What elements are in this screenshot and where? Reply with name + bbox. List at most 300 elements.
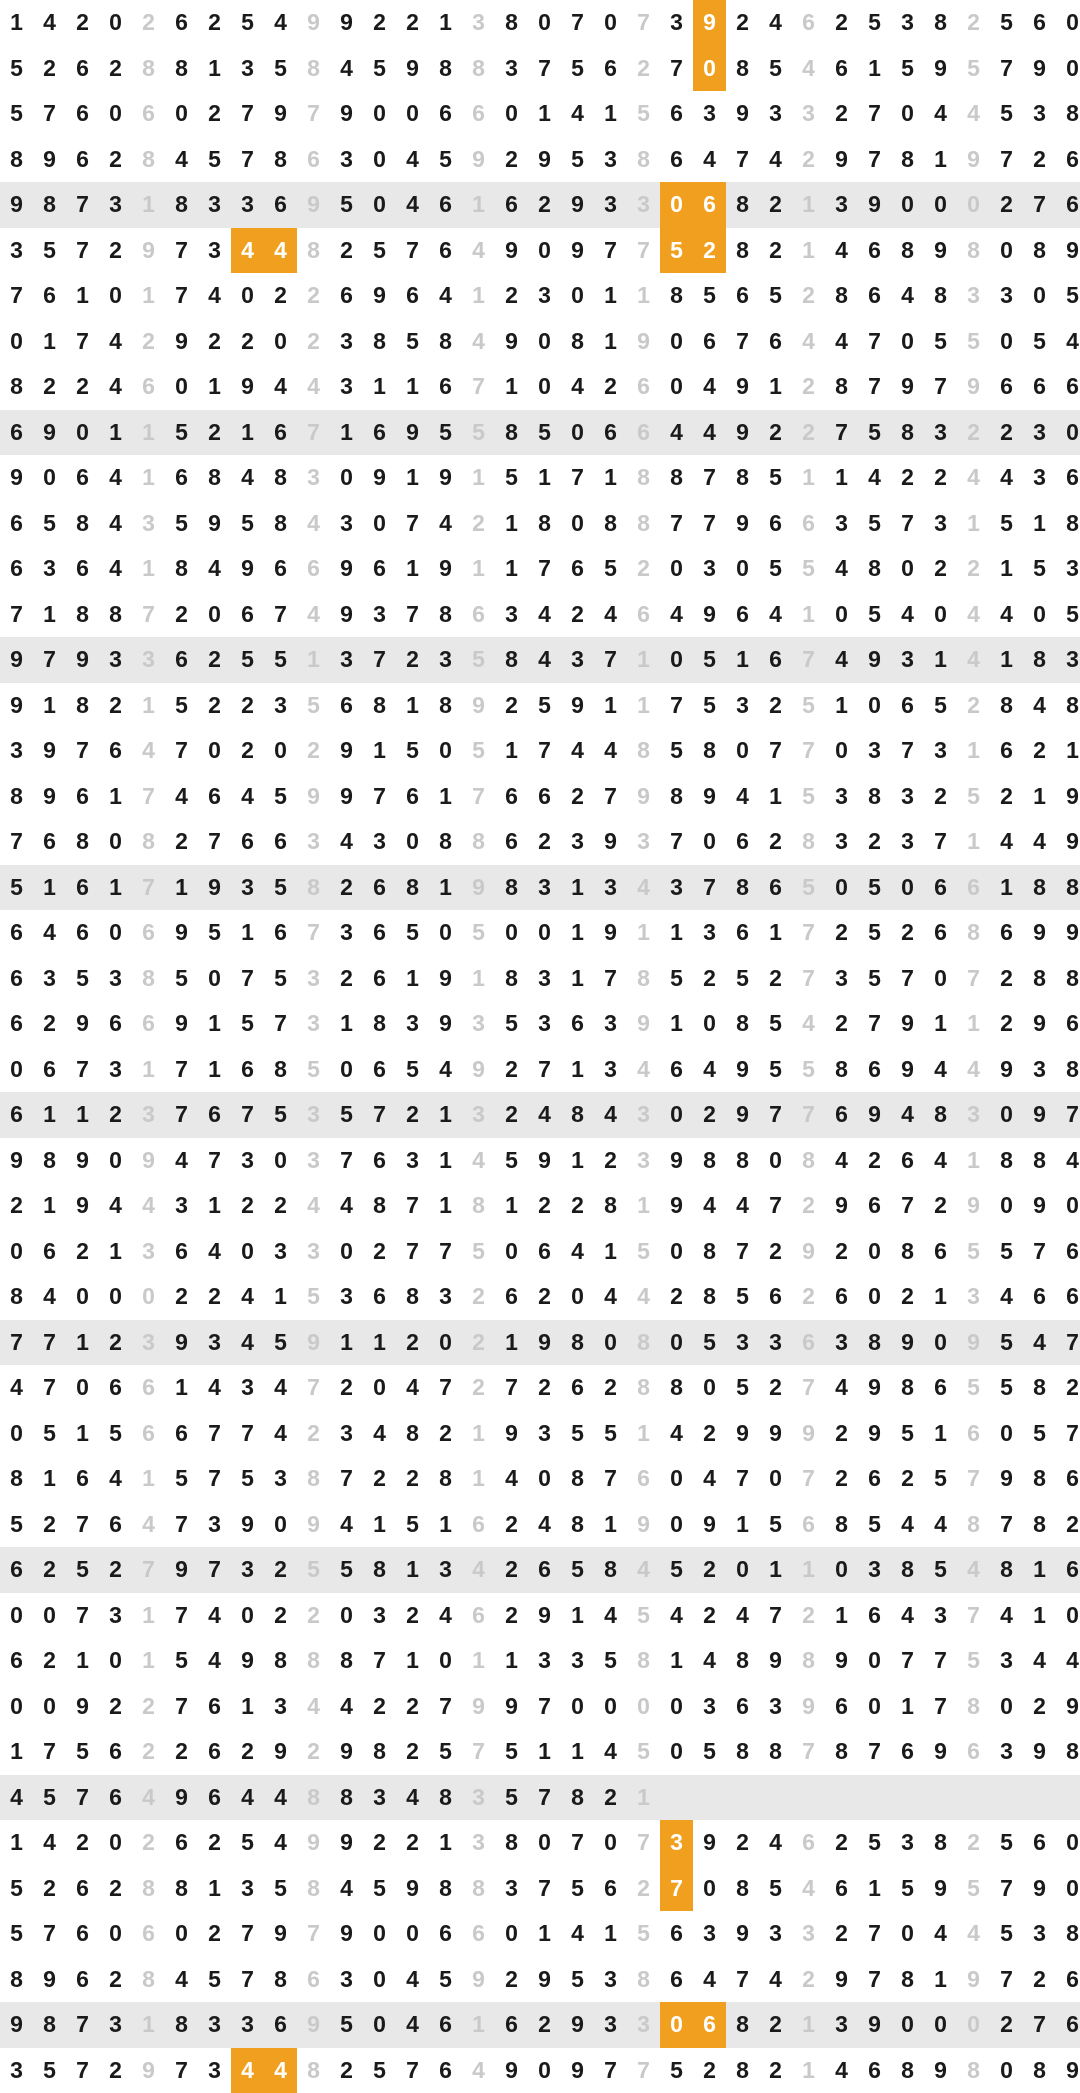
grid-cell: 1 [858,46,891,92]
grid-cell: 6 [66,910,99,956]
grid-cell: 1 [792,2002,825,2048]
grid-cell: 4 [462,1547,495,1593]
grid-cell: 4 [924,1138,957,1184]
grid-cell: 5 [792,683,825,729]
grid-cell: 7 [0,1320,33,1366]
grid-cell: 5 [660,956,693,1002]
grid-cell: 4 [693,1957,726,2003]
grid-cell: 1 [561,1729,594,1775]
grid-cell: 5 [0,1866,33,1912]
grid-cell: 3 [231,182,264,228]
grid-cell: 9 [693,1502,726,1548]
grid-cell: 3 [891,637,924,683]
grid-cell: 9 [858,2002,891,2048]
grid-cell: 6 [132,1365,165,1411]
grid-cell: 0 [231,273,264,319]
grid-cell: 1 [924,1274,957,1320]
grid-cell: 4 [429,501,462,547]
grid-cell: 1 [33,592,66,638]
grid-cell: 1 [363,728,396,774]
grid-cell: 6 [1056,182,1080,228]
grid-cell: 7 [924,364,957,410]
grid-cell: 4 [891,273,924,319]
grid-cell: 8 [1056,91,1080,137]
grid-cell: 3 [495,592,528,638]
grid-cell: 9 [891,1001,924,1047]
grid-cell: 3 [825,2002,858,2048]
grid-cell: 2 [198,637,231,683]
grid-cell: 6 [792,1820,825,1866]
grid-cell: 0 [660,637,693,683]
grid-cell: 0 [165,91,198,137]
grid-cell: 6 [165,1229,198,1275]
grid-cell: 2 [495,1593,528,1639]
grid-cell: 5 [660,1547,693,1593]
grid-cell: 6 [264,410,297,456]
grid-cell: 9 [264,91,297,137]
grid-cell: 5 [462,1229,495,1275]
grid-cell: 0 [528,319,561,365]
grid-cell: 7 [429,1229,462,1275]
grid-cell: 4 [759,1957,792,2003]
grid-cell: 2 [396,1820,429,1866]
grid-cell: 0 [396,91,429,137]
grid-cell: 9 [924,2048,957,2093]
grid-cell: 5 [990,1820,1023,1866]
grid-cell: 6 [825,46,858,92]
grid-cell: 9 [396,1866,429,1912]
grid-cell: 6 [165,1411,198,1457]
grid-cell: 3 [561,1638,594,1684]
grid-cell: 0 [561,1274,594,1320]
grid-cell: 3 [0,728,33,774]
grid-cell: 8 [891,1229,924,1275]
grid-cell: 8 [429,592,462,638]
grid-cell: 9 [165,1547,198,1593]
grid-cell: 8 [1023,865,1056,911]
grid-cell: 5 [396,1502,429,1548]
grid-cell: 6 [660,91,693,137]
grid-cell: 4 [561,1229,594,1275]
grid-cell: 2 [693,956,726,1002]
grid-cell: 8 [33,182,66,228]
grid-cell: 7 [759,1183,792,1229]
grid-cell: 8 [132,137,165,183]
grid-cell: 6 [1056,1547,1080,1593]
grid-cell: 9 [1023,1866,1056,1912]
grid-cell: 9 [1056,2048,1080,2093]
grid-cell: 8 [495,1820,528,1866]
grid-cell: 5 [330,1547,363,1593]
grid-cell: 6 [429,1911,462,1957]
grid-cell: 4 [33,0,66,46]
grid-cell: 8 [627,1638,660,1684]
grid-cell: 9 [0,182,33,228]
grid-cell: 8 [264,501,297,547]
grid-cell: 1 [627,1775,660,1821]
grid-cell: 0 [660,1684,693,1730]
grid-cell: 5 [561,1411,594,1457]
grid-cell: 5 [231,501,264,547]
grid-cell: 7 [594,774,627,820]
grid-cell: 6 [363,1274,396,1320]
grid-cell: 8 [429,819,462,865]
grid-cell: 8 [891,1365,924,1411]
grid-cell: 8 [660,455,693,501]
grid-cell: 2 [990,1001,1023,1047]
grid-cell: 0 [495,1229,528,1275]
grid-cell: 6 [330,683,363,729]
grid-cell: 3 [957,1092,990,1138]
grid-cell: 5 [0,1911,33,1957]
grid-cell: 4 [924,91,957,137]
grid-cell: 7 [1056,1320,1080,1366]
grid-row [0,1274,1080,1320]
grid-cell: 2 [792,410,825,456]
grid-cell: 2 [495,273,528,319]
grid-cell: 9 [825,137,858,183]
grid-cell: 2 [495,683,528,729]
grid-cell: 2 [462,501,495,547]
grid-cell: 9 [198,501,231,547]
grid-cell: 0 [99,1911,132,1957]
grid-cell: 2 [627,546,660,592]
grid-cell: 8 [462,1183,495,1229]
grid-cell: 6 [561,546,594,592]
grid-cell: 2 [396,1092,429,1138]
grid-cell: 8 [693,1274,726,1320]
grid-row [0,1365,1080,1411]
grid-cell: 0 [99,1138,132,1184]
grid-cell: 4 [231,774,264,820]
grid-cell: 8 [858,546,891,592]
grid-cell: 7 [165,728,198,774]
grid-cell: 0 [1056,1866,1080,1912]
grid-cell: 4 [1056,319,1080,365]
grid-cell: 3 [132,637,165,683]
grid-row [0,1411,1080,1457]
grid-cell: 5 [759,273,792,319]
grid-cell: 5 [495,455,528,501]
grid-cell: 0 [330,1047,363,1093]
grid-cell: 8 [957,1502,990,1548]
grid-cell: 1 [132,1047,165,1093]
grid-cell: 8 [264,1957,297,2003]
grid-cell: 2 [66,1229,99,1275]
grid-cell: 3 [825,182,858,228]
grid-cell: 2 [528,1365,561,1411]
grid-cell: 0 [363,91,396,137]
grid-cell: 0 [990,1684,1023,1730]
grid-cell: 9 [198,865,231,911]
grid-cell: 8 [297,865,330,911]
grid-cell: 2 [198,0,231,46]
grid-cell: 6 [132,1001,165,1047]
grid-cell: 4 [924,1911,957,1957]
grid-cell: 0 [429,1320,462,1366]
grid-cell: 9 [1023,46,1056,92]
grid-cell: 5 [462,410,495,456]
grid-cell: 6 [693,182,726,228]
grid-cell: 5 [957,1365,990,1411]
grid-cell: 2 [297,273,330,319]
grid-cell: 7 [165,1502,198,1548]
grid-cell: 6 [297,1957,330,2003]
grid-cell: 9 [528,1320,561,1366]
grid-cell: 5 [627,91,660,137]
grid-cell: 6 [1056,455,1080,501]
grid-cell: 6 [66,1957,99,2003]
grid-cell: 7 [66,2002,99,2048]
grid-cell: 1 [429,774,462,820]
grid-cell: 7 [165,1092,198,1138]
grid-cell: 9 [297,774,330,820]
grid-cell: 0 [99,1638,132,1684]
grid-cell: 1 [462,1638,495,1684]
grid-cell: 7 [363,637,396,683]
grid-cell: 1 [561,865,594,911]
grid-cell: 4 [429,273,462,319]
grid-cell: 5 [726,956,759,1002]
grid-cell: 7 [660,683,693,729]
grid-cell: 6 [495,182,528,228]
grid-cell: 1 [627,273,660,319]
grid-cell: 9 [132,228,165,274]
grid-cell: 5 [462,910,495,956]
grid-cell: 4 [429,1593,462,1639]
grid-cell: 0 [891,1911,924,1957]
grid-cell: 6 [1023,0,1056,46]
grid-cell: 2 [495,1092,528,1138]
grid-cell: 6 [660,1957,693,2003]
grid-cell: 0 [891,546,924,592]
grid-cell: 0 [99,273,132,319]
grid-cell: 1 [594,455,627,501]
grid-cell: 0 [528,364,561,410]
grid-cell: 9 [0,683,33,729]
grid-cell: 9 [66,1183,99,1229]
grid-cell: 1 [165,1365,198,1411]
grid-cell: 8 [891,1547,924,1593]
grid-cell: 6 [495,1274,528,1320]
grid-cell: 9 [231,1638,264,1684]
grid-cell: 7 [132,1547,165,1593]
grid-cell: 6 [726,819,759,865]
grid-cell: 6 [0,546,33,592]
grid-cell: 3 [396,1138,429,1184]
grid-cell: 0 [330,1593,363,1639]
grid-cell: 2 [759,410,792,456]
grid-cell: 9 [330,1911,363,1957]
grid-cell: 3 [594,182,627,228]
grid-cell: 1 [0,0,33,46]
grid-cell: 1 [396,1547,429,1593]
grid-cell: 9 [792,1684,825,1730]
grid-cell: 8 [297,2048,330,2093]
grid-cell: 6 [198,1775,231,1821]
grid-cell: 3 [330,501,363,547]
grid-cell: 9 [330,1820,363,1866]
grid-cell: 3 [264,683,297,729]
grid-cell: 9 [297,2002,330,2048]
grid-row [0,1775,1080,1821]
grid-cell: 8 [132,819,165,865]
grid-cell: 0 [264,319,297,365]
grid-cell: 2 [891,1456,924,1502]
grid-cell: 5 [165,501,198,547]
grid-cell: 6 [66,546,99,592]
grid-cell: 4 [792,319,825,365]
grid-cell: 3 [825,1320,858,1366]
grid-cell: 2 [759,1229,792,1275]
grid-cell: 5 [891,46,924,92]
grid-cell: 1 [330,1320,363,1366]
grid-cell: 2 [99,46,132,92]
grid-cell: 5 [363,46,396,92]
grid-cell: 0 [891,2002,924,2048]
grid-cell: 5 [627,1593,660,1639]
grid-cell [1023,1775,1056,1821]
grid-cell: 5 [165,956,198,1002]
grid-cell: 8 [759,1729,792,1775]
grid-cell: 5 [198,1957,231,2003]
grid-cell: 5 [858,410,891,456]
grid-cell: 9 [693,592,726,638]
grid-cell: 8 [858,774,891,820]
grid-cell: 7 [231,1411,264,1457]
grid-cell: 8 [561,1092,594,1138]
grid-cell: 4 [792,46,825,92]
grid-cell: 0 [363,1911,396,1957]
grid-cell [1056,1775,1080,1821]
grid-cell: 1 [363,364,396,410]
grid-cell: 5 [990,1365,1023,1411]
grid-cell: 0 [990,1183,1023,1229]
grid-cell: 2 [924,1183,957,1229]
grid-cell: 3 [924,728,957,774]
grid-cell: 4 [759,137,792,183]
grid-cell: 4 [891,1593,924,1639]
grid-cell: 5 [429,410,462,456]
grid-cell: 2 [924,774,957,820]
grid-cell: 8 [561,1320,594,1366]
grid-cell: 3 [462,1001,495,1047]
grid-cell: 9 [396,410,429,456]
grid-cell: 6 [264,2002,297,2048]
grid-cell: 7 [429,1684,462,1730]
grid-cell: 6 [66,1456,99,1502]
grid-cell: 8 [396,1274,429,1320]
grid-cell: 5 [924,1547,957,1593]
grid-cell: 2 [330,1365,363,1411]
grid-cell: 8 [132,1866,165,1912]
grid-cell: 7 [858,91,891,137]
grid-cell: 2 [495,1957,528,2003]
grid-cell: 5 [495,1729,528,1775]
grid-cell: 7 [66,1775,99,1821]
grid-cell: 4 [561,728,594,774]
grid-cell: 8 [561,1775,594,1821]
grid-cell: 5 [957,1229,990,1275]
grid-cell: 6 [627,592,660,638]
grid-cell: 1 [792,228,825,274]
grid-cell: 2 [396,1320,429,1366]
grid-cell: 2 [330,865,363,911]
grid-cell: 8 [660,273,693,319]
grid-cell: 8 [825,1502,858,1548]
grid-cell: 9 [957,1320,990,1366]
grid-cell: 3 [33,956,66,1002]
grid-cell: 4 [99,1183,132,1229]
grid-cell: 7 [462,364,495,410]
grid-cell: 0 [990,2048,1023,2093]
grid-cell: 0 [33,1684,66,1730]
grid-cell: 3 [297,455,330,501]
grid-cell: 9 [165,1775,198,1821]
grid-cell: 1 [462,455,495,501]
grid-cell: 2 [66,1820,99,1866]
grid-cell: 9 [561,683,594,729]
grid-cell: 3 [957,1274,990,1320]
grid-cell: 9 [429,956,462,1002]
grid-cell: 8 [726,1638,759,1684]
grid-cell: 4 [462,228,495,274]
grid-cell: 1 [429,1092,462,1138]
grid-cell: 2 [297,1411,330,1457]
grid-cell: 5 [165,410,198,456]
grid-cell: 4 [264,364,297,410]
grid-cell: 2 [1056,1365,1080,1411]
grid-cell: 0 [1023,273,1056,319]
grid-cell: 2 [264,273,297,319]
grid-cell: 1 [726,637,759,683]
grid-cell: 4 [462,2048,495,2093]
grid-cell: 2 [693,228,726,274]
grid-cell: 2 [561,592,594,638]
grid-cell: 9 [990,1047,1023,1093]
grid-cell: 2 [726,1820,759,1866]
grid-cell: 9 [858,1092,891,1138]
grid-row [0,1729,1080,1775]
grid-cell: 8 [66,501,99,547]
grid-row [0,455,1080,501]
grid-cell: 9 [330,546,363,592]
grid-cell: 9 [924,1729,957,1775]
grid-cell: 3 [891,0,924,46]
grid-cell: 9 [792,1411,825,1457]
grid-cell: 2 [231,728,264,774]
grid-cell: 2 [594,1365,627,1411]
grid-cell: 8 [957,2048,990,2093]
grid-cell: 4 [825,637,858,683]
grid-cell: 9 [627,1502,660,1548]
grid-cell: 7 [429,1365,462,1411]
grid-cell: 9 [0,1138,33,1184]
grid-cell: 0 [759,1456,792,1502]
grid-cell: 0 [165,364,198,410]
grid-cell: 8 [891,2048,924,2093]
grid-cell: 7 [33,91,66,137]
grid-cell: 4 [0,1775,33,1821]
grid-cell: 8 [1023,956,1056,1002]
grid-cell: 8 [924,1092,957,1138]
grid-cell: 0 [924,592,957,638]
grid-cell: 4 [396,1957,429,2003]
grid-cell: 2 [297,1593,330,1639]
grid-cell: 1 [132,1456,165,1502]
grid-cell: 5 [264,956,297,1002]
grid-cell: 7 [297,91,330,137]
